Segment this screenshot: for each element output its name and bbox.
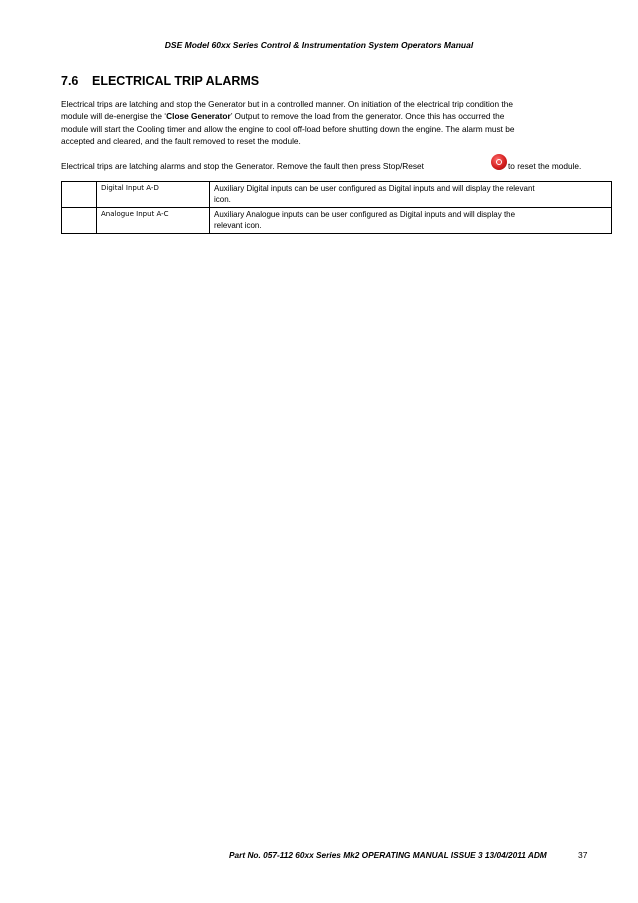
stop-reset-button-icon xyxy=(491,154,507,170)
alarm-description-line-2: relevant icon. xyxy=(214,221,262,230)
alarm-description-line-1: Auxiliary Analogue inputs can be user configured as Digital inputs and will display the xyxy=(214,210,516,219)
alarm-description-line-2: icon. xyxy=(214,195,231,204)
electrical-trip-table xyxy=(61,181,612,234)
intro-line-2-start: module will de-energise the ‘ xyxy=(61,111,167,122)
section-number: 7.6 xyxy=(61,74,79,88)
icon-cell xyxy=(62,182,97,208)
intro-line-1: Electrical trips are latching and stop the Generator but in a controlled manner. On initiation of the electrical trip condition the xyxy=(61,99,513,109)
close-generator-term: Close Generator xyxy=(166,111,231,122)
intro-paragraph xyxy=(61,98,551,148)
table-row xyxy=(62,208,612,234)
table-row xyxy=(62,182,612,208)
page-footer: Part No. 057-112 60xx Series Mk2 OPERATING MANUAL ISSUE 3 13/04/2011 ADM xyxy=(229,850,547,860)
alarm-description-line-1: Auxiliary Digital inputs can be user configured as Digital inputs and will display the relevant xyxy=(214,184,535,193)
section-title: ELECTRICAL TRIP ALARMS xyxy=(92,74,260,88)
intro-line-3: module will start the Cooling timer and allow the engine to cool off-load before shutting down the engine. The alarm must be xyxy=(61,123,515,134)
reset-instruction-suffix: to reset the module. xyxy=(508,161,582,171)
alarm-name-cell: Digital Input A-D xyxy=(97,182,210,208)
page-number: 37 xyxy=(578,850,588,860)
icon-cell xyxy=(62,208,97,234)
intro-line-4: accepted and cleared, and the fault removed to reset the module. xyxy=(61,136,301,147)
alarm-name-cell: Analogue Input A-C xyxy=(97,208,210,234)
alarm-description-cell xyxy=(210,208,612,234)
alarm-description-cell xyxy=(210,182,612,208)
page-header: DSE Model 60xx Series Control & Instrumentation System Operators Manual xyxy=(164,40,474,50)
section-heading xyxy=(61,74,259,88)
reset-instruction-text: Electrical trips are latching alarms and stop the Generator. Remove the fault then press Stop/Reset xyxy=(61,161,424,171)
intro-line-2-end: ’ Output to remove the load from the generator. Once this has occurred the xyxy=(230,111,505,122)
